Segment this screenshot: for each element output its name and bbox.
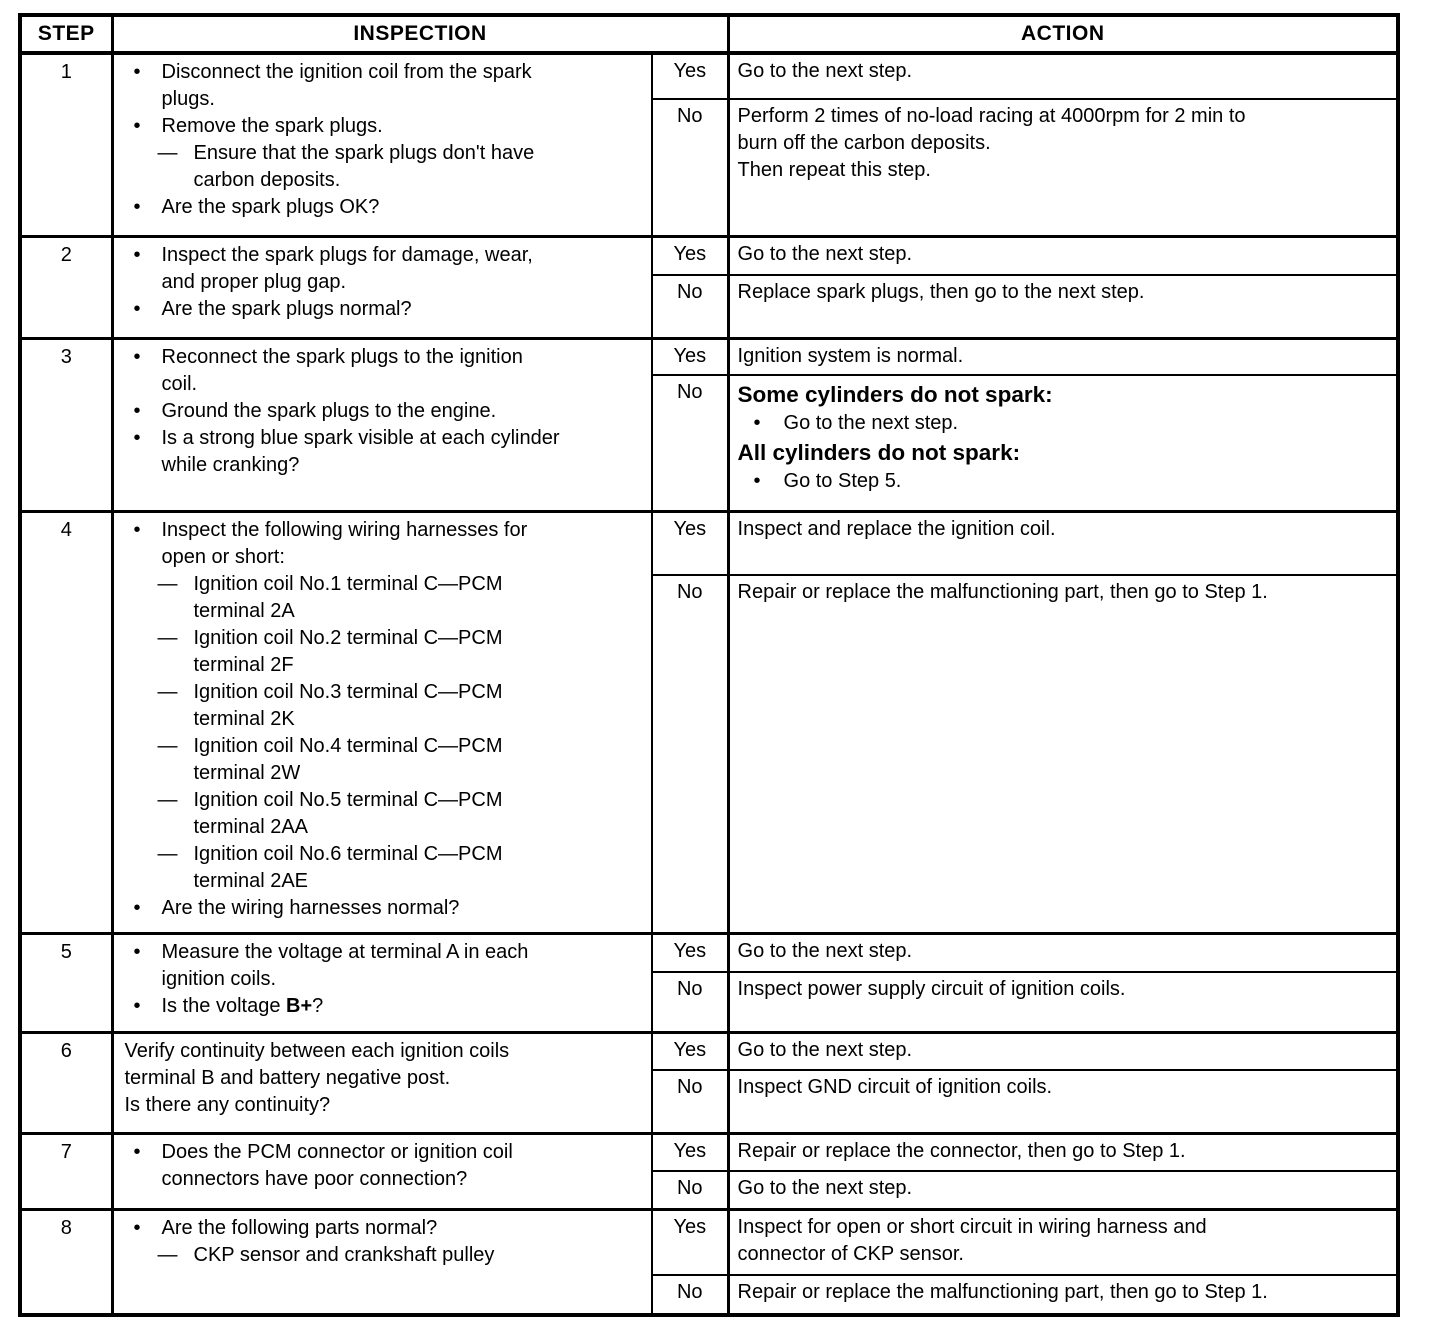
item-text: and proper plug gap.	[161, 271, 347, 293]
action-cell-yes	[728, 237, 1398, 276]
yes-label: Yes	[652, 339, 728, 376]
no-label: No	[652, 1275, 728, 1315]
item-text: connectors have poor connection?	[161, 1168, 468, 1190]
inspection-item	[114, 113, 646, 140]
inspection-item	[114, 242, 646, 296]
step-number: 3	[20, 339, 112, 512]
inspection-item	[114, 939, 646, 993]
action-line: Go to the next step.	[737, 60, 913, 82]
action-line: Go to the next step.	[737, 1177, 913, 1199]
item-text: Disconnect the ignition coil from the spark	[161, 61, 532, 83]
table-row-step1	[20, 53, 1398, 99]
item-text: Ignition coil No.6 terminal C—PCM	[193, 843, 503, 865]
inspection-subitem	[114, 140, 646, 194]
step-number: 2	[20, 237, 112, 339]
inspection-cell	[112, 1033, 652, 1134]
step-number: 4	[20, 512, 112, 934]
action-cell-no	[728, 99, 1398, 237]
yes-label: Yes	[652, 237, 728, 276]
item-text: Measure the voltage at terminal A in each	[161, 941, 529, 963]
action-line: connector of CKP sensor.	[737, 1243, 964, 1265]
item-text: Are the wiring harnesses normal?	[161, 897, 460, 919]
dash-icon	[158, 787, 194, 841]
action-cell-no	[728, 275, 1398, 339]
inspection-subitem	[114, 1242, 646, 1269]
inspection-subitem	[114, 679, 646, 733]
item-text: Are the spark plugs normal?	[161, 298, 412, 320]
table-row-step2	[20, 237, 1398, 276]
item-text: Is a strong blue spark visible at each cylinder	[161, 427, 560, 449]
bullet-icon	[134, 1215, 162, 1242]
table-row-step6	[20, 1033, 1398, 1071]
inspection-item	[114, 296, 646, 323]
action-line: Inspect and replace the ignition coil.	[737, 518, 1056, 540]
action-line: Then repeat this step.	[737, 159, 931, 181]
step-number: 1	[20, 53, 112, 237]
action-cell-no	[728, 972, 1398, 1033]
dash-icon	[158, 679, 194, 733]
yes-label: Yes	[652, 53, 728, 99]
action-line: Repair or replace the malfunctioning part, then go to Step 1.	[737, 1281, 1268, 1303]
item-text: ?	[312, 995, 324, 1017]
inspection-item	[114, 993, 646, 1020]
bullet-icon	[134, 517, 162, 571]
action-cell-no	[728, 1275, 1398, 1315]
item-text: Remove the spark plugs.	[161, 115, 383, 137]
header-inspection: INSPECTION	[112, 15, 728, 53]
item-text-bold: B+	[286, 995, 313, 1017]
header-row	[20, 15, 1398, 53]
step-number: 8	[20, 1210, 112, 1316]
yes-label: Yes	[652, 1134, 728, 1172]
item-text: terminal 2W	[193, 762, 301, 784]
dash-icon	[158, 625, 194, 679]
item-text: Ignition coil No.1 terminal C—PCM	[193, 573, 503, 595]
table-row-step4	[20, 512, 1398, 576]
header-step: STEP	[20, 15, 112, 53]
inspection-item	[114, 517, 646, 571]
no-label: No	[652, 1171, 728, 1210]
no-label: No	[652, 1070, 728, 1134]
action-heading: Some cylinders do not spark:	[737, 382, 1053, 407]
item-text: carbon deposits.	[193, 169, 341, 191]
action-line: Replace spark plugs, then go to the next step.	[737, 281, 1145, 303]
inspection-subitem	[114, 625, 646, 679]
inspection-subitem	[114, 733, 646, 787]
no-label: No	[652, 275, 728, 339]
bullet-icon	[134, 296, 162, 323]
inspection-text: terminal B and battery negative post.	[124, 1067, 451, 1089]
item-text: Go to Step 5.	[783, 470, 902, 492]
inspection-cell	[112, 53, 652, 237]
action-line: Go to the next step.	[737, 940, 913, 962]
dash-icon	[158, 140, 194, 194]
item-text: Ensure that the spark plugs don't have	[193, 142, 535, 164]
action-bullet-item	[738, 468, 1391, 495]
table-row-step8	[20, 1210, 1398, 1276]
action-cell-yes	[728, 1033, 1398, 1071]
action-cell-yes	[728, 934, 1398, 973]
no-label: No	[652, 972, 728, 1033]
action-line: Inspect GND circuit of ignition coils.	[737, 1076, 1053, 1098]
action-heading: All cylinders do not spark:	[737, 440, 1021, 465]
action-line: Repair or replace the connector, then go to Step 1.	[737, 1140, 1186, 1162]
item-text: Go to the next step.	[783, 412, 959, 434]
inspection-item	[114, 1215, 646, 1242]
inspection-cell	[112, 934, 652, 1033]
step-number: 6	[20, 1033, 112, 1134]
item-text: Ignition coil No.3 terminal C—PCM	[193, 681, 503, 703]
inspection-cell	[112, 339, 652, 512]
action-line: Inspect for open or short circuit in wiring harness and	[737, 1216, 1207, 1238]
item-text: open or short:	[161, 546, 285, 568]
item-text: Ground the spark plugs to the engine.	[161, 400, 497, 422]
inspection-item	[114, 425, 646, 479]
inspection-text: Verify continuity between each ignition coils	[124, 1040, 510, 1062]
action-cell-no	[728, 1171, 1398, 1210]
bullet-icon	[754, 410, 784, 437]
yes-label: Yes	[652, 1210, 728, 1276]
inspection-cell	[112, 512, 652, 934]
action-line: Go to the next step.	[737, 1039, 913, 1061]
yes-label: Yes	[652, 512, 728, 576]
troubleshooting-table-sheet	[18, 13, 1400, 1317]
bullet-icon	[134, 425, 162, 479]
action-cell-yes	[728, 53, 1398, 99]
action-cell-no	[728, 1070, 1398, 1134]
dash-icon	[158, 841, 194, 895]
action-cell-yes	[728, 339, 1398, 376]
action-line: Go to the next step.	[737, 243, 913, 265]
inspection-cell	[112, 1134, 652, 1210]
action-bullet-item	[738, 410, 1391, 437]
item-text: Does the PCM connector or ignition coil	[161, 1141, 513, 1163]
bullet-icon	[134, 993, 162, 1020]
item-text: terminal 2A	[193, 600, 295, 622]
action-line: Perform 2 times of no-load racing at 4000rpm for 2 min to	[737, 105, 1246, 127]
item-text: while cranking?	[161, 454, 300, 476]
item-text: Ignition coil No.2 terminal C—PCM	[193, 627, 503, 649]
action-line: burn off the carbon deposits.	[737, 132, 991, 154]
item-text: CKP sensor and crankshaft pulley	[193, 1244, 495, 1266]
item-text: terminal 2AA	[193, 816, 308, 838]
item-text: plugs.	[161, 88, 215, 110]
inspection-item	[114, 1139, 646, 1193]
table-row-step7	[20, 1134, 1398, 1172]
inspection-item	[114, 59, 646, 113]
item-text: coil.	[161, 373, 198, 395]
item-text: Are the spark plugs OK?	[161, 196, 380, 218]
bullet-icon	[134, 895, 162, 922]
bullet-icon	[134, 1139, 162, 1193]
inspection-item	[114, 194, 646, 221]
dash-icon	[158, 733, 194, 787]
item-text: Ignition coil No.4 terminal C—PCM	[193, 735, 503, 757]
item-text: Inspect the spark plugs for damage, wear,	[161, 244, 533, 266]
action-line: Repair or replace the malfunctioning part, then go to Step 1.	[737, 581, 1268, 603]
action-cell-yes	[728, 1210, 1398, 1276]
bullet-icon	[134, 113, 162, 140]
inspection-item	[114, 344, 646, 398]
inspection-item	[114, 398, 646, 425]
item-text: terminal 2F	[193, 654, 294, 676]
item-text: Are the following parts normal?	[161, 1217, 438, 1239]
action-line: Ignition system is normal.	[737, 345, 964, 367]
bullet-icon	[134, 242, 162, 296]
table-row-step5	[20, 934, 1398, 973]
inspection-item	[114, 895, 646, 922]
no-label: No	[652, 99, 728, 237]
action-line: Inspect power supply circuit of ignition coils.	[737, 978, 1126, 1000]
action-cell-no	[728, 375, 1398, 512]
action-cell-yes	[728, 512, 1398, 576]
inspection-subitem	[114, 571, 646, 625]
step-number: 7	[20, 1134, 112, 1210]
item-text: Reconnect the spark plugs to the ignition	[161, 346, 523, 368]
yes-label: Yes	[652, 934, 728, 973]
troubleshooting-table	[18, 13, 1400, 1317]
bullet-icon	[134, 939, 162, 993]
table-row-step3	[20, 339, 1398, 376]
bullet-icon	[134, 194, 162, 221]
no-label: No	[652, 575, 728, 934]
yes-label: Yes	[652, 1033, 728, 1071]
action-cell-no	[728, 575, 1398, 934]
no-label: No	[652, 375, 728, 512]
item-text: Ignition coil No.5 terminal C—PCM	[193, 789, 503, 811]
inspection-subitem	[114, 841, 646, 895]
action-cell-yes	[728, 1134, 1398, 1172]
item-text: Is the voltage	[161, 995, 287, 1017]
inspection-cell	[112, 1210, 652, 1316]
bullet-icon	[134, 398, 162, 425]
bullet-icon	[134, 59, 162, 113]
bullet-icon	[134, 344, 162, 398]
inspection-cell	[112, 237, 652, 339]
header-action: ACTION	[728, 15, 1398, 53]
item-text: terminal 2K	[193, 708, 295, 730]
inspection-text: Is there any continuity?	[124, 1094, 331, 1116]
step-number: 5	[20, 934, 112, 1033]
item-text: Inspect the following wiring harnesses for	[161, 519, 528, 541]
dash-icon	[158, 571, 194, 625]
bullet-icon	[754, 468, 784, 495]
inspection-subitem	[114, 787, 646, 841]
dash-icon	[158, 1242, 194, 1269]
item-text: terminal 2AE	[193, 870, 308, 892]
item-text: ignition coils.	[161, 968, 277, 990]
